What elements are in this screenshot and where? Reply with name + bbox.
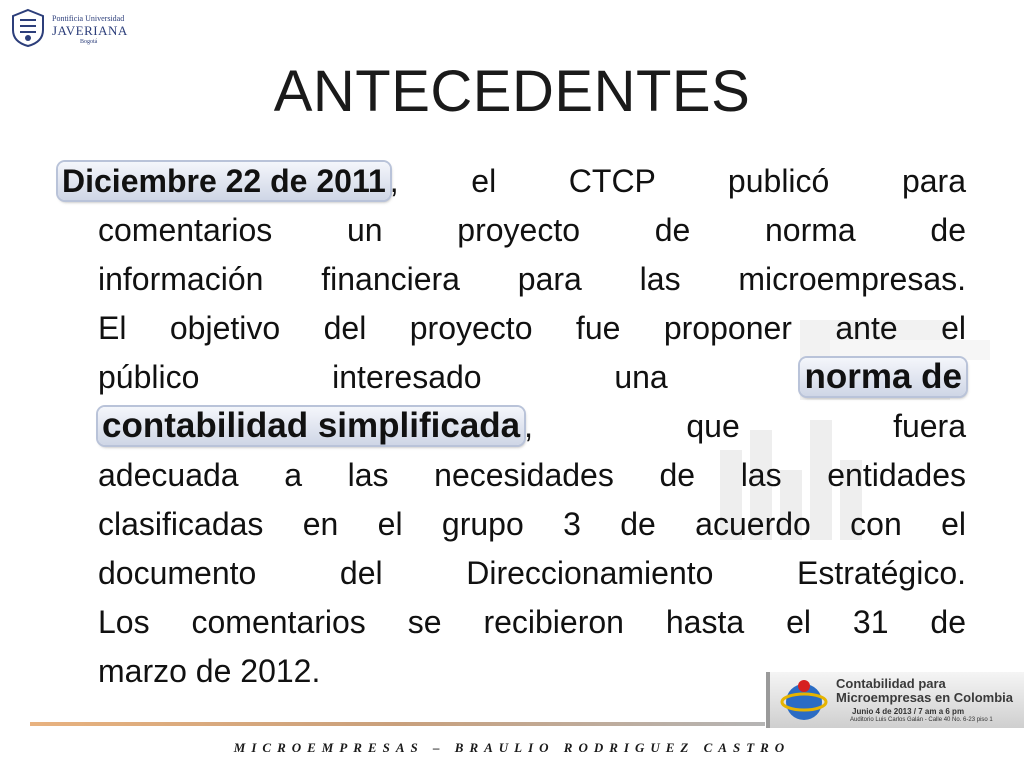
paragraph-line-5 [58,353,966,402]
banner-title-1: Contabilidad para [836,676,946,691]
slide-paragraph [58,157,966,696]
paragraph-line-11: marzo de 2012. [98,653,321,689]
logo-line-2: JAVERIANA [52,23,128,38]
crest-icon [10,8,46,48]
paragraph-line-1 [58,157,966,206]
contabilidad-highlight: contabilidad simplificada [98,407,524,445]
banner-title-2: Microempresas en Colombia [836,690,1013,705]
logo-line-3: Bogotá [80,39,98,45]
date-highlight: Diciembre 22 de 2011 [58,162,390,200]
slide-title: ANTECEDENTES [273,59,751,124]
event-banner [766,672,1024,728]
paragraph-line-7: adecuada a las necesidades de las entidades [98,457,966,493]
university-logo [10,8,128,48]
logo-line-1: Pontificia Universidad [52,14,125,23]
paragraph-line-9: documento del Direccionamiento Estratégico. [98,555,966,591]
footer-text: MICROEMPRESAS – BRAULIO RODRIGUEZ CASTRO [233,740,791,755]
paragraph-line-5-text: público interesado una [98,359,668,395]
banner-date: Junio 4 de 2013 / 7 am a 6 pm [852,707,965,716]
paragraph-line-4: El objetivo del proyecto fue proponer ante el [98,310,966,346]
paragraph-line-6 [58,402,966,451]
paragraph-line-3: información financiera para las microempresas. [98,261,966,297]
paragraph-line-6-text: , que fuera [524,408,966,444]
paragraph-line-1-text: , el CTCP publicó para [389,163,966,199]
footer-divider [30,722,765,726]
globe-icon [780,676,828,724]
norma-highlight: norma de [800,358,966,396]
paragraph-line-8: clasificadas en el grupo 3 de acuerdo con el [98,506,966,542]
paragraph-line-10: Los comentarios se recibieron hasta el 31 de [98,604,966,640]
banner-place: Auditorio Luis Carlos Galán - Calle 40 No. 6-23 piso 1 [850,717,993,723]
paragraph-line-2: comentarios un proyecto de norma de [98,212,966,248]
